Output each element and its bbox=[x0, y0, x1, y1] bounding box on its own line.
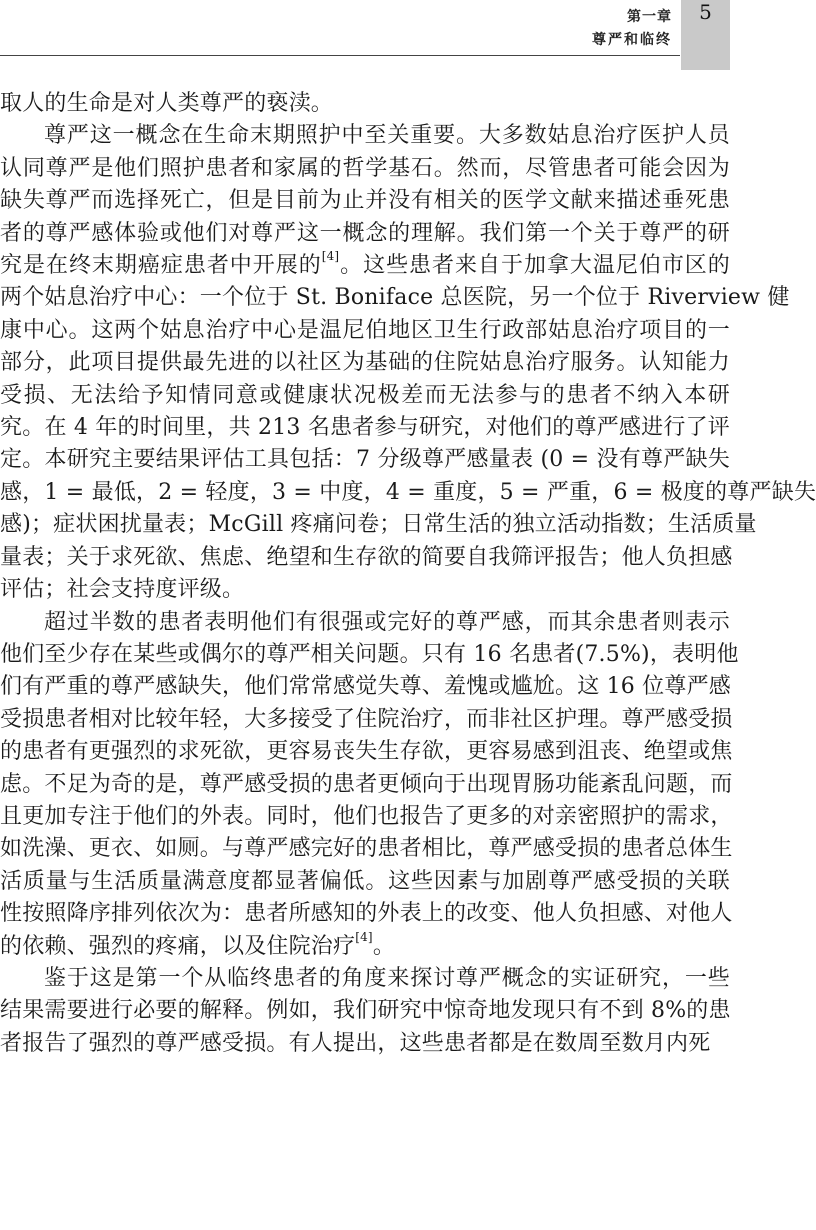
text-line: 究是在终末期癌症患者中开展的[4]。这些患者来自于加拿大温尼伯市区的 bbox=[0, 249, 730, 279]
text-line: 感，1 = 最低，2 = 轻度，3 = 中度，4 = 重度，5 = 严重，6 = 极度的尊严缺失 bbox=[0, 479, 816, 505]
text-line: 且更加专注于他们的外表。同时，他们也报告了更多的对亲密照护的需求， bbox=[0, 803, 733, 829]
text-line: 感)；症状困扰量表；McGill 疼痛问卷；日常生活的独立活动指数；生活质量 bbox=[0, 512, 757, 538]
text-line: 如洗澡、更衣、如厕。与尊严感完好的患者相比，尊严感受损的患者总体生 bbox=[0, 836, 733, 862]
text-line: 缺失尊严而选择死亡，但是目前为止并没有相关的医学文献来描述垂死患 bbox=[0, 188, 730, 214]
chapter-title: 尊严和临终 bbox=[592, 32, 672, 48]
text-line: 者的尊严感体验或他们对尊严这一概念的理解。我们第一个关于尊严的研 bbox=[0, 220, 730, 246]
text-line: 康中心。这两个姑息治疗中心是温尼伯地区卫生行政部姑息治疗项目的一 bbox=[0, 317, 730, 343]
chapter-label: 第一章 bbox=[627, 9, 672, 25]
text-line: 评估；社会支持度评级。 bbox=[0, 577, 245, 603]
header-rule bbox=[0, 55, 680, 56]
text-line: 认同尊严是他们照护患者和家属的哲学基石。然而，尽管患者可能会因为 bbox=[0, 155, 730, 181]
body-text bbox=[0, 88, 816, 1060]
citation-marker: [4] bbox=[321, 249, 340, 264]
text-line: 们有严重的尊严感缺失，他们常常感觉失尊、羞愧或尴尬。这 16 位尊严感 bbox=[0, 674, 731, 700]
text-line: 他们至少存在某些或偶尔的尊严相关问题。只有 16 名患者(7.5%)，表明他 bbox=[0, 641, 739, 667]
text-line: 超过半数的患者表明他们有很强或完好的尊严感，而其余患者则表示 bbox=[44, 609, 730, 635]
paragraph bbox=[0, 88, 730, 120]
paragraph bbox=[0, 963, 730, 1060]
text-line: 活质量与生活质量满意度都显著偏低。这些因素与加剧尊严感受损的关联 bbox=[0, 868, 730, 894]
text-line: 的依赖、强烈的疼痛，以及住院治疗[4]。 bbox=[0, 929, 396, 959]
text-line: 者报告了强烈的尊严感受损。有人提出，这些患者都是在数周至数月内死 bbox=[0, 1030, 711, 1056]
text-line: 鉴于这是第一个从临终患者的角度来探讨尊严概念的实证研究，一些 bbox=[44, 965, 730, 991]
text-line: 两个姑息治疗中心：一个位于 St. Boniface 总医院，另一个位于 Riverview 健 bbox=[0, 285, 790, 311]
text-line: 定。本研究主要结果评估工具包括：7 分级尊严感量表 (0 = 没有尊严缺失 bbox=[0, 447, 730, 473]
text-line: 取人的生命是对人类尊严的亵渎。 bbox=[0, 91, 334, 116]
text-line: 受损、无法给予知情同意或健康状况极差而无法参与的患者不纳入本研 bbox=[0, 382, 730, 408]
text-line: 虑。不足为奇的是，尊严感受损的患者更倾向于出现胃肠功能紊乱问题，而 bbox=[0, 771, 733, 797]
text-line: 受损患者相对比较年轻，大多接受了住院治疗，而非社区护理。尊严感受损 bbox=[0, 706, 733, 732]
text-line: 究。在 4 年的时间里，共 213 名患者参与研究，对他们的尊严感进行了评 bbox=[0, 415, 730, 441]
text-line: 量表；关于求死欲、焦虑、绝望和生存欲的简要自我筛评报告；他人负担感 bbox=[0, 544, 733, 570]
running-header bbox=[0, 0, 730, 70]
text-line: 性按照降序排列依次为：患者所感知的外表上的改变、他人负担感、对他人 bbox=[0, 901, 733, 927]
text-line: 尊严这一概念在生命末期照护中至关重要。大多数姑息治疗医护人员 bbox=[44, 123, 730, 149]
paragraph bbox=[0, 120, 816, 606]
text-line: 部分，此项目提供最先进的以社区为基础的住院姑息治疗服务。认知能力 bbox=[0, 350, 730, 376]
text-line: 的患者有更强烈的求死欲，更容易丧失生存欲，更容易感到沮丧、绝望或焦 bbox=[0, 739, 733, 765]
citation-marker: [4] bbox=[355, 929, 373, 944]
text-line: 结果需要进行必要的解释。例如，我们研究中惊奇地发现只有不到 8%的患 bbox=[0, 998, 731, 1024]
paragraph bbox=[0, 607, 739, 963]
page-number: 5 bbox=[699, 0, 712, 24]
